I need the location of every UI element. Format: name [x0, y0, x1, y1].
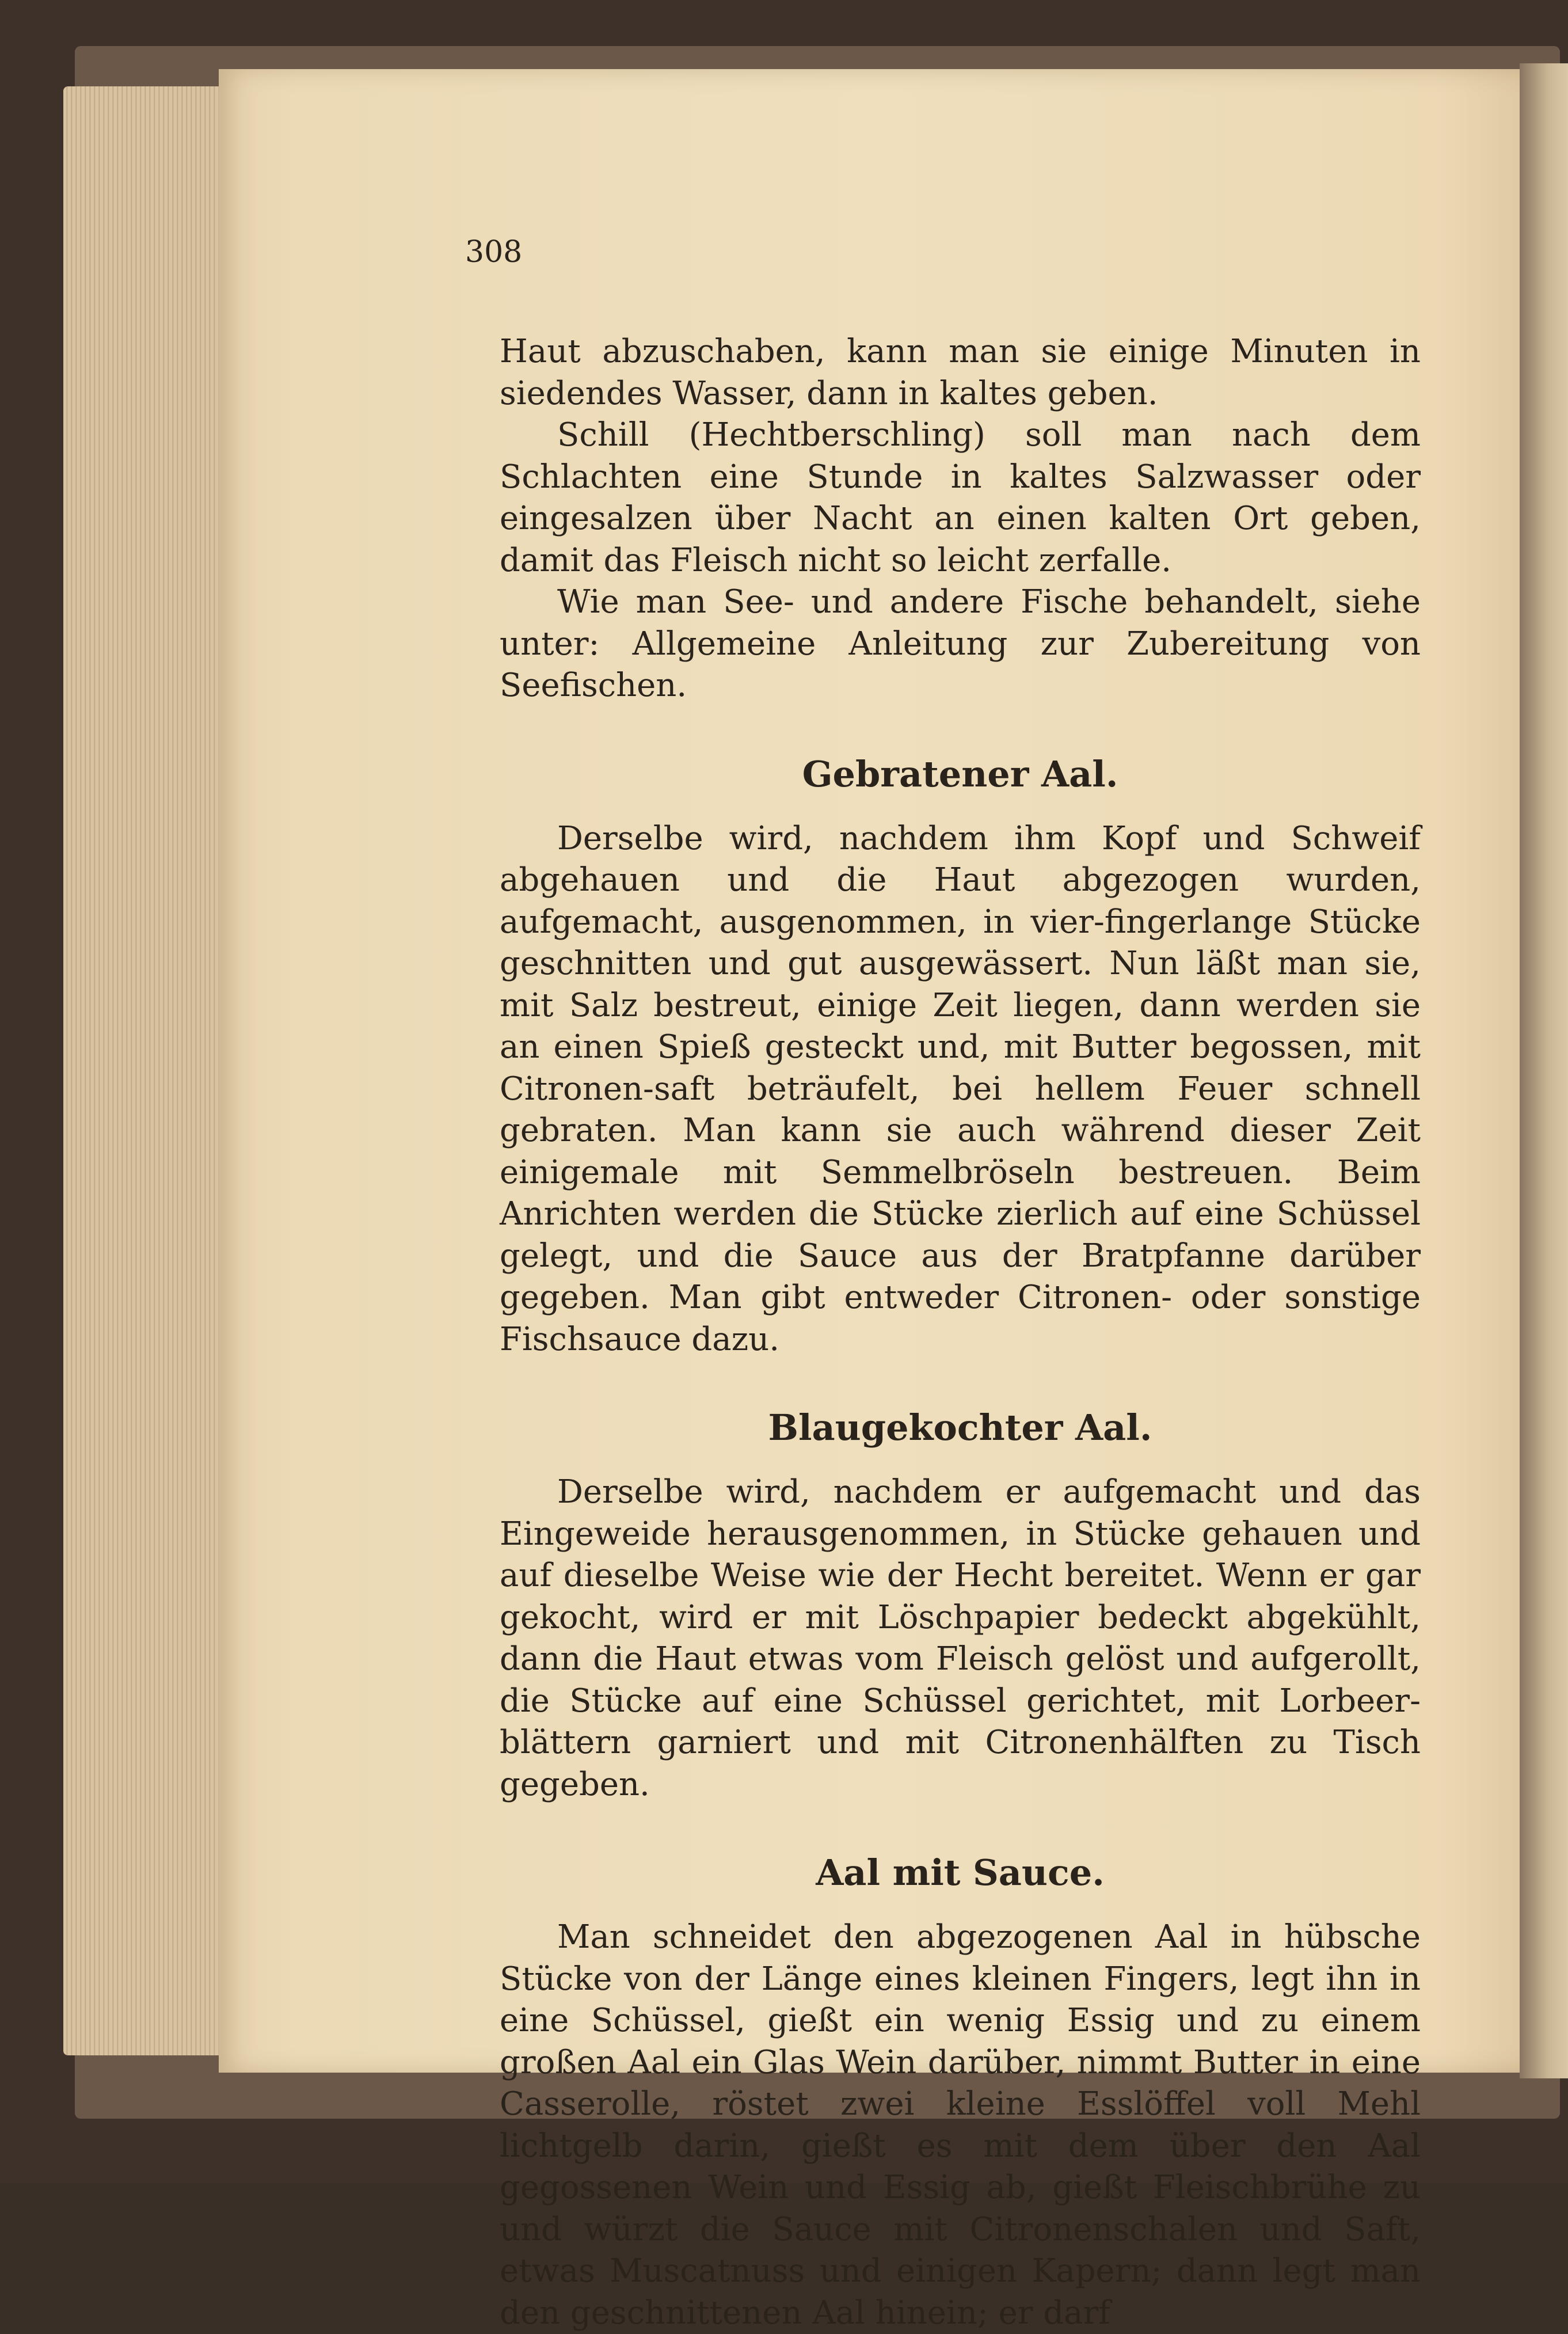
section-title-blaugekochter-aal: Blaugekochter Aal. — [768, 1407, 1152, 1449]
page-text — [500, 233, 1421, 2334]
intro-paragraph-2: Schill (Hechtberschling) soll man nach dem Schlachten eine Stunde in kaltes Salzwasser oder eingesalzen über Nacht an einen kalten Ort geben, damit das Fleisch nicht so leicht zerfalle. — [500, 416, 1421, 579]
intro-paragraph-3: Wie man See- und andere Fische behandelt, siehe unter: Allgemeine Anleitung zur Zubereitung von Seefischen. — [500, 583, 1421, 704]
section-title-gebratener-aal: Gebratener Aal. — [802, 752, 1118, 795]
section-body-blaugekochter-aal: Derselbe wird, nachdem er aufgemacht und das Eingeweide herausgenommen, in Stücke gehauen und auf dieselbe Weise wie der Hecht bereitet. Wenn er gar gekocht, wird er mit Löschpapier bedeckt abgekühlt, dann die Haut etwas vom Fleisch gelöst und aufgerollt, die Stücke auf eine Schüssel gerichtet, mit Lorbeer-blättern garniert und mit Citronenhälften zu Tisch gegeben. — [500, 1473, 1421, 1803]
facing-page-edge — [1520, 63, 1568, 2078]
section-body-gebratener-aal: Derselbe wird, nachdem ihm Kopf und Schweif abgehauen und die Haut abgezogen wurden, aufgemacht, ausgenommen, in vier-fingerlange Stücke geschnitten und gut ausgewässert. Nun läßt man sie, mit Salz bestreut, einige Zeit liegen, dann werden sie an einen Spieß gesteckt und, mit Butter begossen, mit Citronen-saft beträufelt, bei hellem Feuer schnell gebraten. Man kann sie auch während dieser Zeit einigemale mit Semmelbröseln bestreuen. Beim Anrichten werden die Stücke zierlich auf eine Schüssel gelegt, und die Sauce aus der Bratpfanne darüber gegeben. Man gibt entweder Citronen- oder sonstige Fischsauce dazu. — [500, 819, 1421, 1358]
intro-paragraph-1: Haut abzuschaben, kann man sie einige Minuten in siedendes Wasser, dann in kaltes geben. — [500, 333, 1421, 412]
page-number: 308 — [465, 235, 523, 269]
section-title-aal-mit-sauce: Aal mit Sauce. — [816, 1852, 1105, 1894]
page-edges — [63, 86, 236, 2055]
section-body-aal-mit-sauce: Man schneidet den abgezogenen Aal in hübsche Stücke von der Länge eines kleinen Fingers, legt ihn in eine Schüssel, gießt ein wenig Essig und zu einem großen Aal ein Glas Wein darüber, nimmt Butter in eine Casserolle, röstet zwei kleine Esslöffel voll Mehl lichtgelb darin, gießt es mit dem über den Aal gegossenen Wein und Essig ab, gießt Fleischbrühe zu und würzt die Sauce mit Citronenschalen und Saft, etwas Muscatnuss und einigen Kapern; dann legt man den geschnittenen Aal hinein; er darf — [500, 1918, 1421, 2332]
